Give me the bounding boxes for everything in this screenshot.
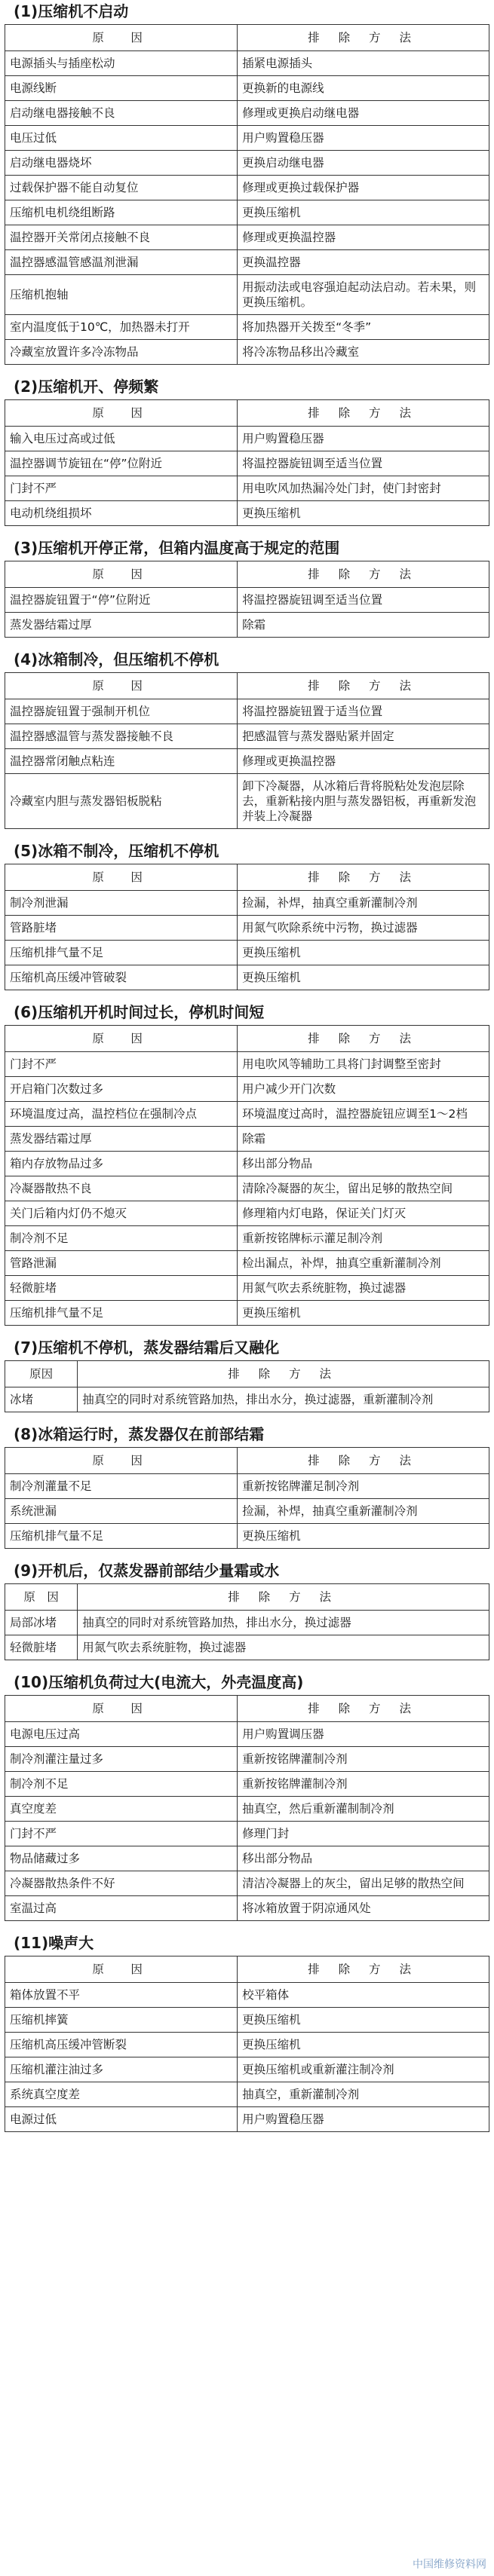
table-header-row [5,673,489,699]
fault-table [5,1360,489,1412]
cause-cell: 输入电压过高或过低 [5,427,238,451]
fix-cell: 用氮气吹去系统脏物，换过滤器 [78,1635,489,1660]
header-fix: 排 除 方 法 [238,1696,489,1722]
cause-cell: 冷藏室放置许多冷冻物品 [5,340,238,365]
fault-section [5,1932,489,2132]
fix-cell: 将冰箱放置于阴凉通风处 [238,1896,489,1921]
fix-cell: 重新按铭牌灌足制冷剂 [238,1474,489,1499]
table-header-row [5,1584,489,1611]
table-row [5,1127,489,1152]
header-fix: 排 除 方 法 [238,1448,489,1474]
fix-cell: 更换新的电源线 [238,76,489,101]
fault-table [5,399,489,526]
fix-cell: 用户购置调压器 [238,1722,489,1747]
fault-section [5,537,489,638]
table-row [5,1077,489,1102]
fix-cell: 修理或更换温控器 [238,225,489,250]
cause-cell: 箱内存放物品过多 [5,1152,238,1176]
cause-cell: 轻微脏堵 [5,1276,238,1301]
table-row [5,151,489,176]
table-row [5,724,489,749]
section-title: (5)冰箱不制冷，压缩机不停机 [14,842,219,860]
fault-section [5,0,489,365]
table-row [5,1052,489,1077]
header-cause: 原 因 [5,400,238,427]
cause-cell: 电动机绕组损坏 [5,501,238,526]
fault-section [5,1423,489,1549]
table-row [5,427,489,451]
table-row [5,2107,489,2132]
cause-cell: 冰堵 [5,1387,78,1412]
table-row [5,613,489,638]
cause-cell: 系统泄漏 [5,1499,238,1524]
table-row [5,1499,489,1524]
header-cause: 原 因 [5,1696,238,1722]
section-title: (10)压缩机负荷过大(电流大，外壳温度高) [14,1673,304,1691]
section-title: (8)冰箱运行时，蒸发器仅在前部结霜 [14,1425,265,1443]
fault-table [5,1695,489,1921]
table-row [5,965,489,990]
header-fix: 排 除 方 法 [238,400,489,427]
cause-cell: 温控器旋钮置于“停”位附近 [5,588,238,613]
cause-cell: 电源过低 [5,2107,238,2132]
cause-cell: 温控器常闭触点粘连 [5,749,238,774]
fix-cell: 更换压缩机 [238,1524,489,1549]
cause-cell: 压缩机抱轴 [5,275,238,315]
table-row [5,1722,489,1747]
fault-section [5,1671,489,1921]
table-row [5,1152,489,1176]
cause-cell: 系统真空度差 [5,2082,238,2107]
fix-cell: 更换压缩机 [238,965,489,990]
fix-cell: 用户购置稳压器 [238,126,489,151]
cause-cell: 门封不严 [5,1822,238,1846]
table-row [5,1524,489,1549]
section-title: (6)压缩机开机时间过长，停机时间短 [14,1003,265,1021]
table-row [5,2082,489,2107]
cause-cell: 电源插头与插座松动 [5,51,238,76]
fault-table [5,561,489,638]
table-header-row [5,1956,489,1983]
fix-cell: 把感温管与蒸发器贴紧并固定 [238,724,489,749]
cause-cell: 温控器感温管与蒸发器接触不良 [5,724,238,749]
fix-cell: 更换启动继电器 [238,151,489,176]
table-row [5,749,489,774]
fix-cell: 重新按铭牌灌制冷剂 [238,1747,489,1772]
header-cause: 原 因 [5,1026,238,1052]
fix-cell: 用电吹风等辅助工具将门封调整至密封 [238,1052,489,1077]
fix-cell: 修理或更换温控器 [238,749,489,774]
table-header-row [5,1361,489,1387]
header-cause: 原 因 [5,1448,238,1474]
fault-table [5,1447,489,1549]
table-row [5,476,489,501]
table-row [5,1772,489,1797]
fix-cell: 抽真空的同时对系统管路加热，排出水分，换过滤器 [78,1611,489,1635]
fix-cell: 用电吹风加热漏冷处门封，使门封密封 [238,476,489,501]
table-row [5,1474,489,1499]
table-row [5,2008,489,2033]
watermark: 中国维修资料网 [413,2559,486,2571]
cause-cell: 压缩机排气量不足 [5,1301,238,1326]
table-row [5,699,489,724]
cause-cell: 冷凝器散热条件不好 [5,1871,238,1896]
header-cause: 原 因 [5,25,238,51]
table-row [5,774,489,829]
cause-cell: 压缩机高压缓冲管破裂 [5,965,238,990]
fault-table [5,1025,489,1326]
fix-cell: 捡漏，补焊，抽真空重新灌制冷剂 [238,891,489,916]
cause-cell: 过载保护器不能自动复位 [5,176,238,200]
fix-cell: 除霜 [238,1127,489,1152]
fix-cell: 修理门封 [238,1822,489,1846]
table-row [5,1251,489,1276]
cause-cell: 压缩机排气量不足 [5,941,238,965]
fix-cell: 除霜 [238,613,489,638]
table-header-row [5,1448,489,1474]
table-row [5,1635,489,1660]
section-title: (3)压缩机开停正常，但箱内温度高于规定的范围 [14,539,340,557]
header-fix: 排 除 方 法 [78,1361,489,1387]
cause-cell: 电压过低 [5,126,238,151]
table-row [5,1611,489,1635]
cause-cell: 压缩机高压缓冲管断裂 [5,2033,238,2057]
cause-cell: 箱体放置不平 [5,1983,238,2008]
cause-cell: 室内温度低于10℃，加热器未打开 [5,315,238,340]
table-header-row [5,1026,489,1052]
cause-cell: 压缩机摔簧 [5,2008,238,2033]
cause-cell: 冷凝器散热不良 [5,1176,238,1201]
table-row [5,588,489,613]
fault-section [5,840,489,990]
fix-cell: 将温控器旋钮调至适当位置 [238,451,489,476]
fault-section [5,1336,489,1412]
table-row [5,1301,489,1326]
cause-cell: 物品储藏过多 [5,1846,238,1871]
table-row [5,501,489,526]
table-row [5,76,489,101]
cause-cell: 温控器调节旋钮在“停”位附近 [5,451,238,476]
fix-cell: 将温控器旋钮调至适当位置 [238,588,489,613]
table-row [5,1387,489,1412]
cause-cell: 电源电压过高 [5,1722,238,1747]
fix-cell: 更换压缩机 [238,941,489,965]
header-fix: 排 除 方 法 [238,1026,489,1052]
fix-cell: 将冷冻物品移出冷藏室 [238,340,489,365]
table-row [5,250,489,275]
fix-cell: 修理箱内灯电路，保证关门灯灭 [238,1201,489,1226]
cause-cell: 门封不严 [5,1052,238,1077]
table-row [5,451,489,476]
table-row [5,1846,489,1871]
fix-cell: 将加热器开关拨至“冬季” [238,315,489,340]
table-row [5,891,489,916]
table-row [5,916,489,941]
header-cause: 原 因 [5,1584,78,1611]
table-row [5,176,489,200]
header-cause: 原 因 [5,864,238,891]
table-row [5,1226,489,1251]
table-header-row [5,400,489,427]
cause-cell: 环境温度过高，温控档位在强制冷点 [5,1102,238,1127]
fix-cell: 用振动法或电容强迫起动法启动。若未果，则更换压缩机。 [238,275,489,315]
fix-cell: 移出部分物品 [238,1152,489,1176]
fix-cell: 抽真空，然后重新灌制制冷剂 [238,1797,489,1822]
cause-cell: 蒸发器结霜过厚 [5,613,238,638]
cause-cell: 关门后箱内灯仍不熄灭 [5,1201,238,1226]
fix-cell: 重新按铭牌灌制冷剂 [238,1772,489,1797]
fix-cell: 将温控器旋钮置于适当位置 [238,699,489,724]
fault-section [5,1001,489,1326]
cause-cell: 压缩机电机绕组断路 [5,200,238,225]
fault-table [5,1956,489,2132]
cause-cell: 启动继电器烧坏 [5,151,238,176]
header-cause: 原因 [5,1361,78,1387]
cause-cell: 制冷剂泄漏 [5,891,238,916]
cause-cell: 局部冰堵 [5,1611,78,1635]
fix-cell: 重新按铭牌标示灌足制冷剂 [238,1226,489,1251]
fix-cell: 卸下冷凝器，从冰箱后背将脱粘处发泡层除去，重新粘接内胆与蒸发器铝板，再重新发泡并装上冷凝器 [238,774,489,829]
table-header-row [5,561,489,588]
table-row [5,126,489,151]
header-fix: 排 除 方 法 [238,673,489,699]
cause-cell: 电源线断 [5,76,238,101]
fix-cell: 用户购置稳压器 [238,427,489,451]
table-row [5,941,489,965]
cause-cell: 制冷剂不足 [5,1226,238,1251]
table-row [5,315,489,340]
section-title: (1)压缩机不启动 [14,2,129,20]
table-row [5,1102,489,1127]
table-row [5,1747,489,1772]
table-row [5,1201,489,1226]
fault-table [5,672,489,829]
cause-cell: 温控器开关常闭点接触不良 [5,225,238,250]
fault-table [5,1583,489,1660]
fix-cell: 用户减少开门次数 [238,1077,489,1102]
header-fix: 排 除 方 法 [78,1584,489,1611]
fault-table [5,864,489,990]
fix-cell: 更换压缩机 [238,1301,489,1326]
cause-cell: 冷藏室内胆与蒸发器铝板脱粘 [5,774,238,829]
fix-cell: 校平箱体 [238,1983,489,2008]
fix-cell: 插紧电源插头 [238,51,489,76]
cause-cell: 真空度差 [5,1797,238,1822]
cause-cell: 开启箱门次数过多 [5,1077,238,1102]
table-row [5,1176,489,1201]
table-row [5,340,489,365]
fix-cell: 移出部分物品 [238,1846,489,1871]
table-row [5,1822,489,1846]
fix-cell: 更换温控器 [238,250,489,275]
fault-section [5,375,489,526]
table-row [5,1276,489,1301]
table-row [5,1797,489,1822]
header-fix: 排 除 方 法 [238,864,489,891]
cause-cell: 轻微脏堵 [5,1635,78,1660]
cause-cell: 制冷剂不足 [5,1772,238,1797]
table-row [5,2033,489,2057]
fix-cell: 修理或更换过载保护器 [238,176,489,200]
section-title: (7)压缩机不停机，蒸发器结霜后又融化 [14,1338,280,1357]
cause-cell: 管路脏堵 [5,916,238,941]
table-row [5,225,489,250]
fault-section [5,648,489,829]
fix-cell: 捡漏，补焊，抽真空重新灌制冷剂 [238,1499,489,1524]
table-row [5,1983,489,2008]
header-fix: 排 除 方 法 [238,25,489,51]
table-row [5,101,489,126]
table-row [5,51,489,76]
table-row [5,200,489,225]
cause-cell: 压缩机排气量不足 [5,1524,238,1549]
cause-cell: 蒸发器结霜过厚 [5,1127,238,1152]
fault-section [5,1559,489,1660]
header-cause: 原 因 [5,561,238,588]
fix-cell: 用户购置稳压器 [238,2107,489,2132]
fix-cell: 清洁冷凝器上的灰尘，留出足够的散热空间 [238,1871,489,1896]
section-title: (11)噪声大 [14,1934,94,1952]
cause-cell: 管路泄漏 [5,1251,238,1276]
section-title: (9)开机后，仅蒸发器前部结少量霜或水 [14,1562,280,1580]
header-fix: 排 除 方 法 [238,1956,489,1983]
table-header-row [5,864,489,891]
section-title: (2)压缩机开、停频繁 [14,378,159,396]
cause-cell: 启动继电器接触不良 [5,101,238,126]
fix-cell: 抽真空，重新灌制冷剂 [238,2082,489,2107]
fix-cell: 检出漏点，补焊，抽真空重新灌制冷剂 [238,1251,489,1276]
fix-cell: 修理或更换启动继电器 [238,101,489,126]
cause-cell: 制冷剂灌注量过多 [5,1747,238,1772]
fix-cell: 环境温度过高时，温控器旋钮应调至1～2档 [238,1102,489,1127]
fix-cell: 用氮气吹去系统脏物，换过滤器 [238,1276,489,1301]
table-row [5,1871,489,1896]
cause-cell: 温控器旋钮置于强制开机位 [5,699,238,724]
table-header-row [5,25,489,51]
section-title: (4)冰箱制冷，但压缩机不停机 [14,650,219,668]
fix-cell: 清除冷凝器的灰尘，留出足够的散热空间 [238,1176,489,1201]
cause-cell: 室温过高 [5,1896,238,1921]
fix-cell: 更换压缩机或重新灌注制冷剂 [238,2057,489,2082]
cause-cell: 压缩机灌注油过多 [5,2057,238,2082]
header-cause: 原 因 [5,673,238,699]
fix-cell: 更换压缩机 [238,2008,489,2033]
table-header-row [5,1696,489,1722]
fix-cell: 更换压缩机 [238,501,489,526]
fix-cell: 更换压缩机 [238,2033,489,2057]
cause-cell: 门封不严 [5,476,238,501]
table-row [5,2057,489,2082]
fix-cell: 用氮气吹除系统中污物，换过滤器 [238,916,489,941]
fault-table [5,24,489,365]
header-fix: 排 除 方 法 [238,561,489,588]
table-row [5,275,489,315]
cause-cell: 温控器感温管感温剂泄漏 [5,250,238,275]
fix-cell: 抽真空的同时对系统管路加热，排出水分，换过滤器，重新灌制冷剂 [78,1387,489,1412]
fix-cell: 更换压缩机 [238,200,489,225]
cause-cell: 制冷剂灌量不足 [5,1474,238,1499]
table-row [5,1896,489,1921]
header-cause: 原 因 [5,1956,238,1983]
